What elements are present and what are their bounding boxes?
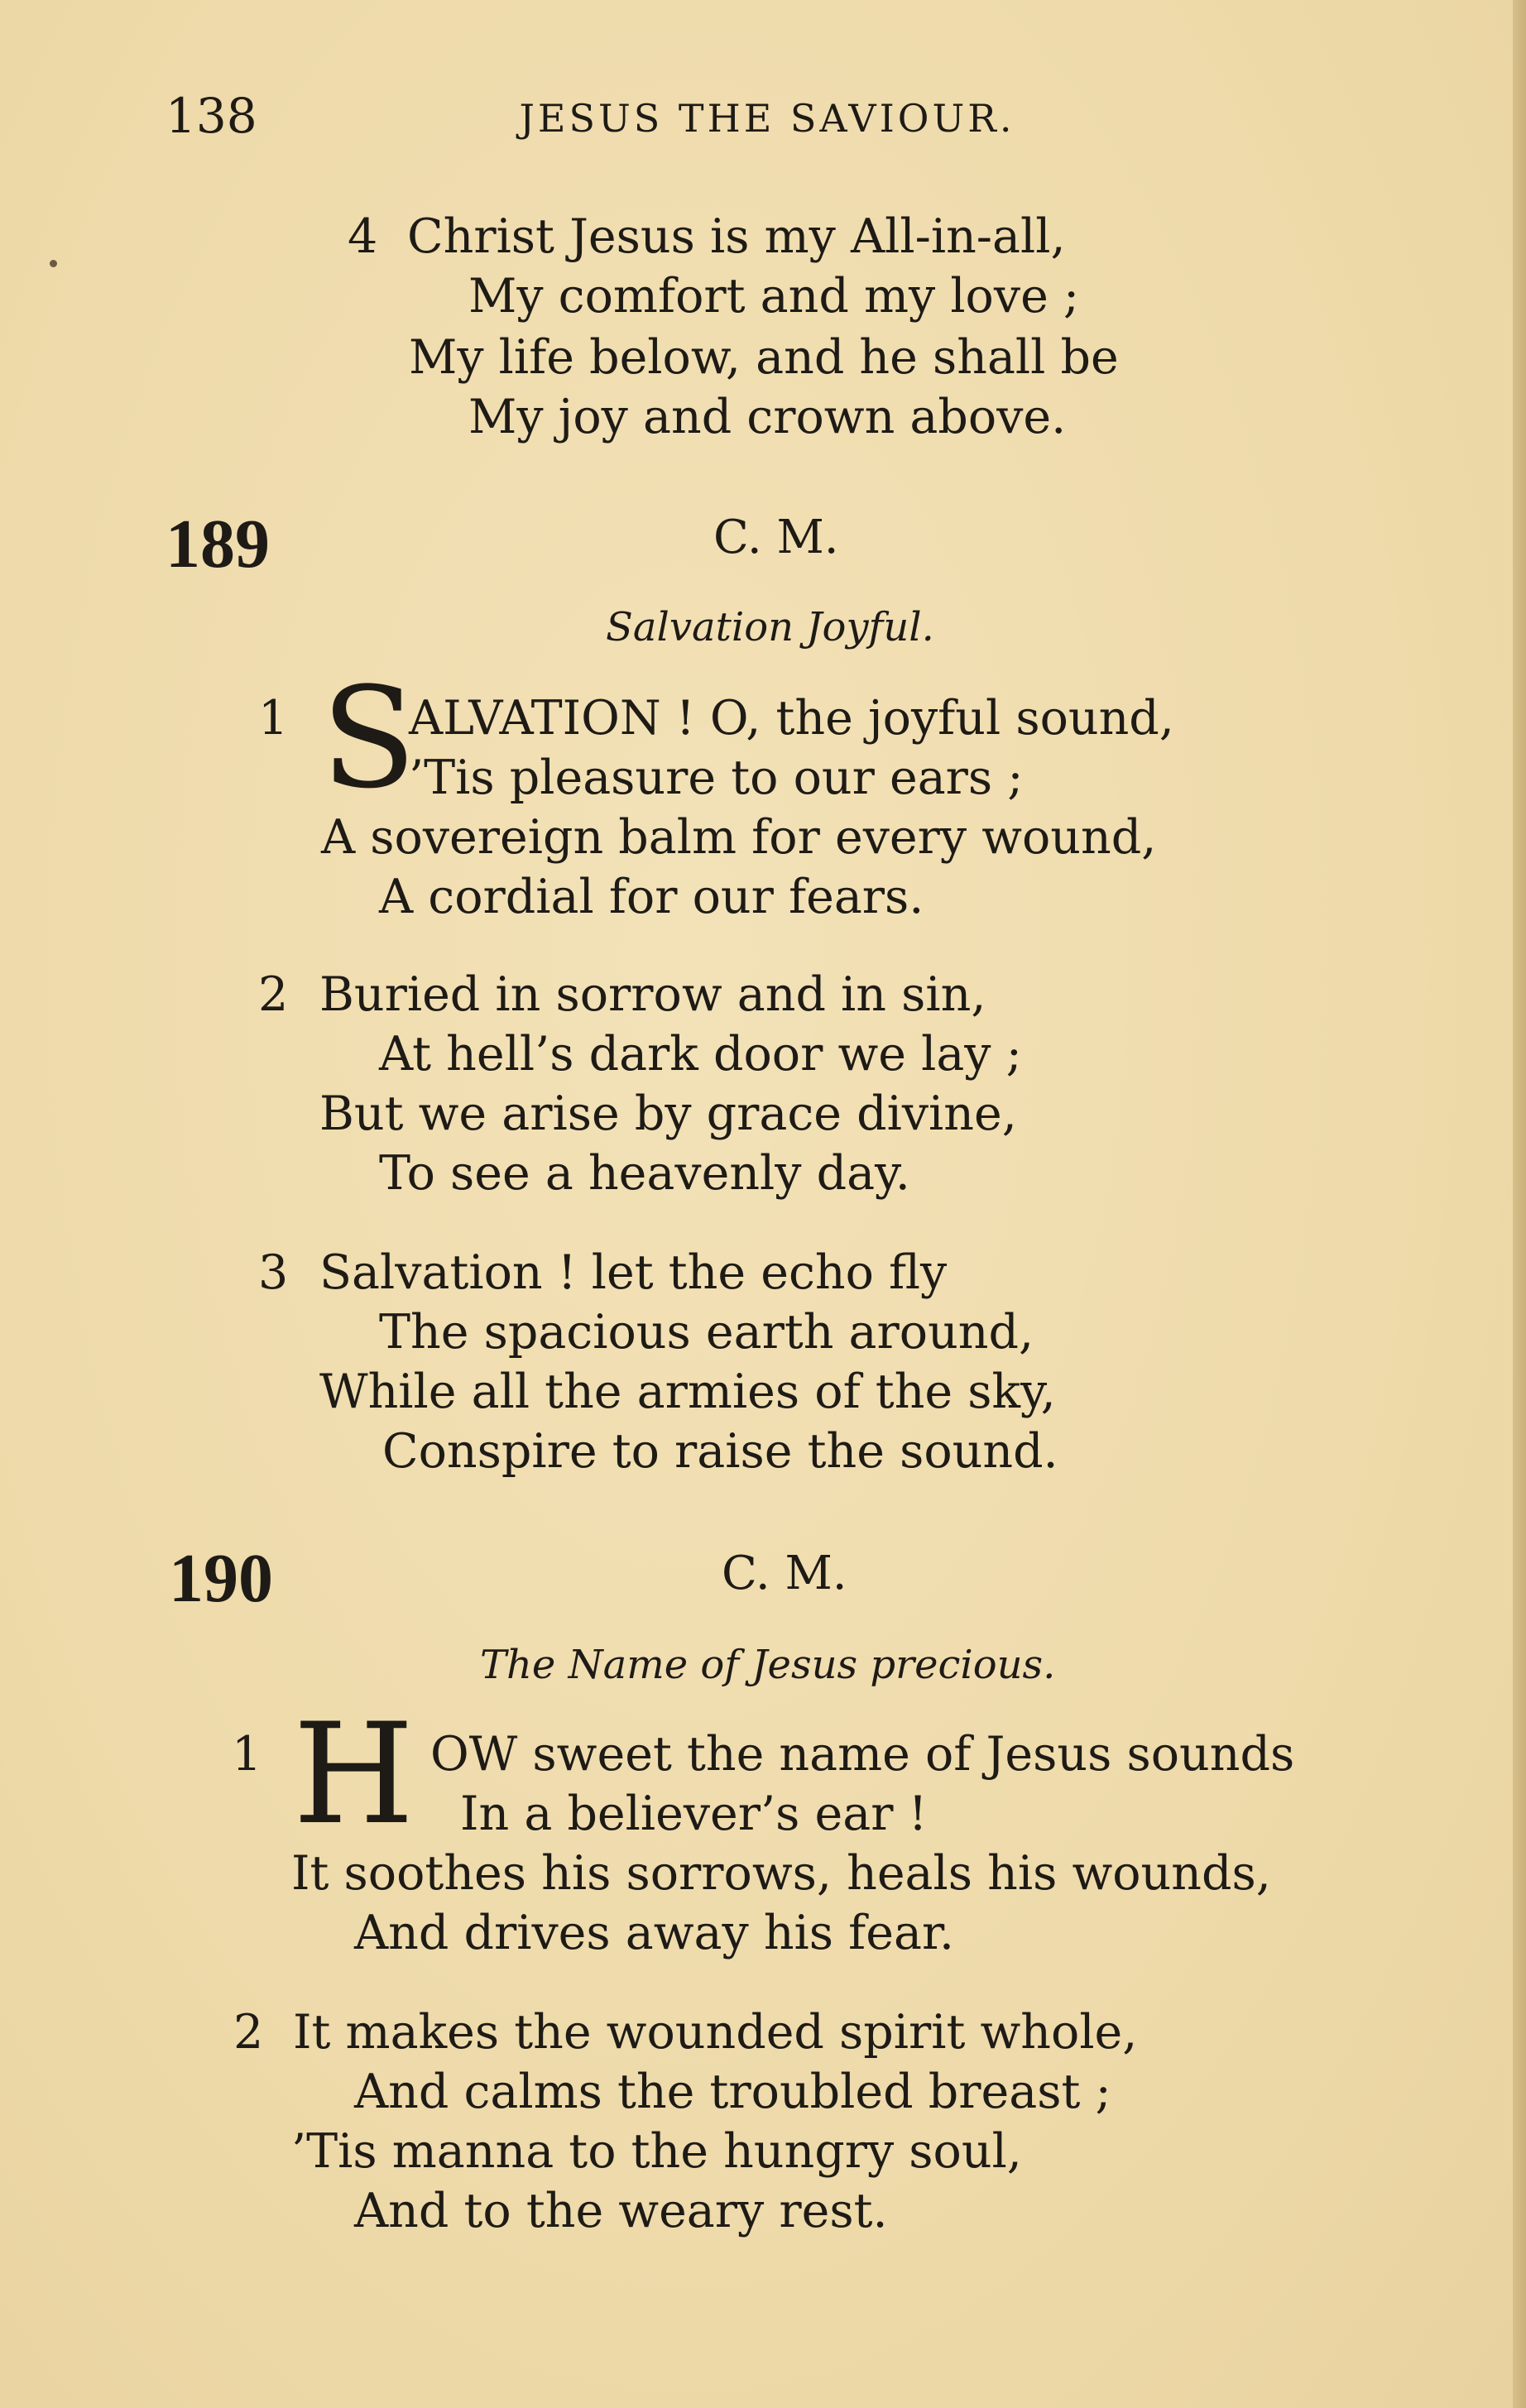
- verse-number: 4: [348, 209, 378, 264]
- verse-line: My comfort and my love ;: [468, 269, 1080, 324]
- verse-line: And drives away his fear.: [354, 1906, 955, 1960]
- verse-line: A cordial for our fears.: [379, 870, 924, 924]
- verse-line: A sovereign balm for every wound,: [321, 810, 1157, 865]
- verse-line: At hell’s dark door we lay ;: [379, 1027, 1022, 1082]
- page-number: 138: [166, 88, 257, 144]
- verse-line: Buried in sorrow and in sin,: [319, 967, 986, 1022]
- verse-line: But we arise by grace divine,: [319, 1086, 1017, 1141]
- verse-line: And to the weary rest.: [354, 2184, 888, 2238]
- verse-line: Salvation ! let the echo fly: [319, 1245, 948, 1300]
- hymn-subtitle: Salvation Joyful.: [606, 604, 934, 650]
- verse-line: It makes the wounded spirit whole,: [293, 2005, 1138, 2060]
- verse-number: 3: [258, 1245, 289, 1300]
- verse-line: OW sweet the name of Jesus sounds: [430, 1727, 1295, 1782]
- hymn-meter: C. M.: [713, 511, 839, 564]
- verse-number: 2: [233, 2005, 264, 2060]
- verse-line: ’Tis pleasure to our ears ;: [409, 751, 1024, 805]
- verse-line: And calms the troubled breast ;: [354, 2065, 1111, 2119]
- print-speck: [50, 260, 57, 267]
- verse-line: While all the armies of the sky,: [319, 1365, 1056, 1419]
- verse-line: In a believer’s ear !: [460, 1787, 928, 1841]
- drop-cap: S: [321, 657, 417, 819]
- verse-line: My joy and crown above.: [468, 390, 1067, 444]
- verse-line: My life below, and he shall be: [409, 330, 1119, 385]
- hymn-number: 189: [166, 506, 270, 583]
- verse-number: 1: [232, 1727, 262, 1782]
- verse-number: 1: [258, 691, 289, 746]
- verse-line: Christ Jesus is my All-in-all,: [407, 209, 1066, 264]
- verse-line: ALVATION ! O, the joyful sound,: [409, 691, 1174, 746]
- verse-line: To see a heavenly day.: [379, 1146, 910, 1201]
- verse-line: The spacious earth around,: [379, 1305, 1034, 1360]
- verse-line: It soothes his sorrows, heals his wounds,: [291, 1846, 1271, 1901]
- running-title: JESUS THE SAVIOUR.: [519, 96, 1015, 141]
- hymn-meter: C. M.: [722, 1547, 847, 1600]
- verse-number: 2: [258, 967, 289, 1022]
- page-edge: [1513, 0, 1526, 2408]
- hymn-subtitle: The Name of Jesus precious.: [480, 1642, 1056, 1688]
- hymn-number: 190: [169, 1540, 273, 1617]
- verse-line: ’Tis manna to the hungry soul,: [291, 2124, 1022, 2179]
- drop-cap: H: [293, 1693, 415, 1855]
- verse-line: Conspire to raise the sound.: [382, 1424, 1058, 1479]
